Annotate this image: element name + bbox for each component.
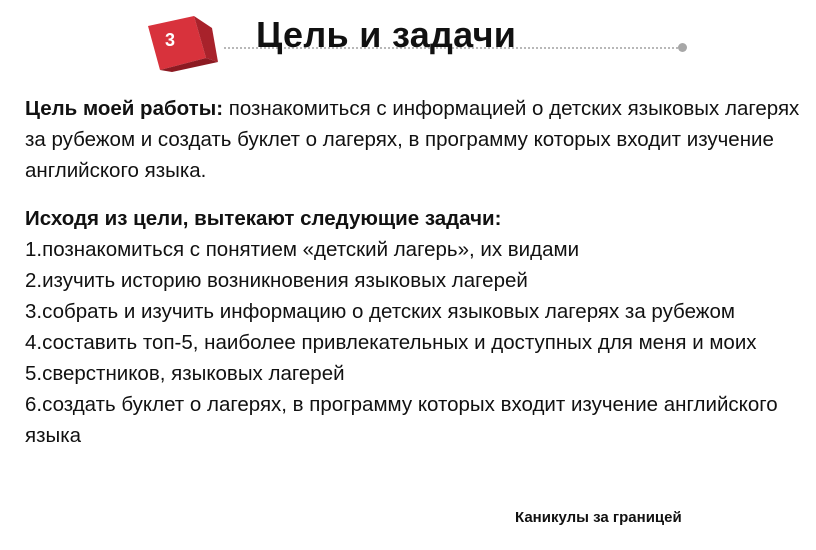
goal-paragraph <box>25 93 810 186</box>
page-title: Цель и задачи <box>256 14 517 55</box>
goal-text: познакомиться с информацией о детских языковых лагерях за рубежом и создать буклет о лагерях, в программу которых входит изучение английского языка. <box>25 97 800 182</box>
task-item: 2.изучить историю возникновения языковых лагерей <box>25 269 528 292</box>
slide-content <box>25 93 810 451</box>
task-item: 3.собрать и изучить информацию о детских языковых лагерях за рубежом <box>25 300 735 323</box>
task-item: 6.создать буклет о лагерях, в программу которых входит изучение английского языка <box>25 393 778 447</box>
divider-end-dot <box>678 43 687 52</box>
footer-caption: Каникулы за границей <box>515 509 682 526</box>
goal-label: Цель моей работы: <box>25 97 224 120</box>
task-item: 5.сверстников, языковых лагерей <box>25 362 345 385</box>
slide-number-badge-icon <box>146 14 218 72</box>
task-item: 4.составить топ-5, наиболее привлекательных и доступных для меня и моих <box>25 331 757 354</box>
slide-number: 3 <box>164 30 175 50</box>
task-item: 1.познакомиться с понятием «детский лагерь», их видами <box>25 238 580 261</box>
tasks-heading: Исходя из цели, вытекают следующие задачи: <box>25 207 502 230</box>
